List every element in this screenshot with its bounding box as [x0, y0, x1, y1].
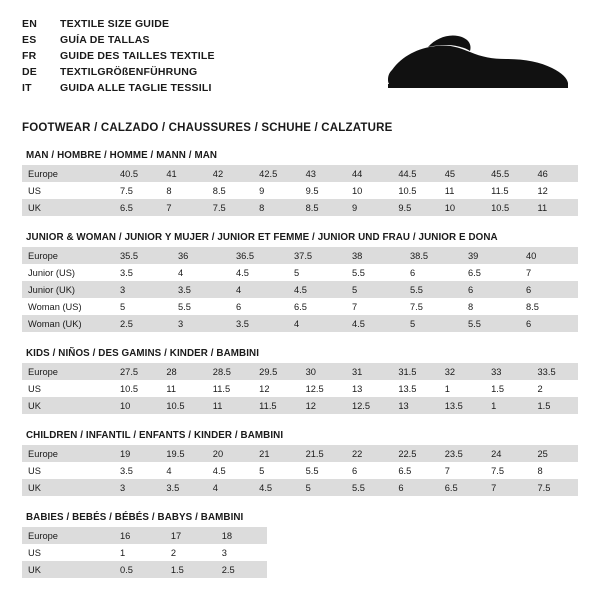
size-cell: 22.5	[392, 445, 438, 462]
table-row	[22, 264, 578, 281]
size-cell: 19.5	[160, 445, 206, 462]
row-label: Europe	[22, 165, 114, 182]
size-cell: 1.5	[165, 561, 216, 578]
size-cell: 8	[166, 185, 172, 196]
size-cell: 27.5	[114, 363, 160, 380]
size-cell: 5	[300, 479, 346, 496]
size-cell: 36	[172, 247, 230, 264]
size-cell: 38.5	[404, 247, 462, 264]
size-cell: 5.5	[178, 301, 191, 312]
size-cell: 44.5	[392, 165, 438, 182]
size-cell: 37.5	[288, 247, 346, 264]
size-cell: 8.5	[300, 199, 346, 216]
size-table-block	[22, 348, 578, 414]
size-cell: 2	[537, 383, 543, 394]
size-cell: 6	[351, 465, 358, 476]
language-code: EN	[22, 18, 37, 30]
size-cell: 2.5	[216, 561, 267, 578]
table-row	[22, 561, 267, 578]
size-table	[22, 247, 578, 332]
language-title: GUIDE DES TAILLES TEXTILE	[60, 50, 215, 62]
row-label: Europe	[22, 363, 114, 380]
language-title: TEXTILE SIZE GUIDE	[60, 18, 170, 30]
size-cell: 6	[236, 301, 242, 312]
size-cell: 11	[444, 185, 455, 196]
row-label: Europe	[22, 445, 114, 462]
size-cell: 17	[165, 527, 216, 544]
size-cell: 8.5	[212, 185, 226, 196]
size-cell: 13.5	[398, 383, 417, 394]
size-cell: 31.5	[392, 363, 438, 380]
row-label: Junior (US)	[28, 267, 76, 278]
size-cell: 28.5	[207, 363, 253, 380]
section-title: FOOTWEAR / CALZADO / CHAUSSURES / SCHUHE / CALZATURE	[22, 122, 393, 134]
size-cell: 35.5	[114, 247, 172, 264]
language-code: ES	[22, 34, 37, 46]
size-cell: 43	[300, 165, 346, 182]
size-table	[22, 445, 578, 496]
language-code: FR	[22, 50, 37, 62]
size-cell: 4.5	[288, 281, 346, 298]
language-title: GUÍA DE TALLAS	[60, 34, 150, 46]
size-cell: 4	[207, 479, 253, 496]
size-cell: 22	[346, 445, 392, 462]
size-cell: 5	[294, 267, 300, 278]
size-table-title: CHILDREN / INFANTIL / ENFANTS / KINDER / BAMBINI	[26, 430, 284, 441]
table-row	[22, 397, 578, 414]
size-cell: 5	[404, 315, 462, 332]
size-cell: 18	[216, 527, 267, 544]
table-row	[22, 298, 578, 315]
size-cell: 6.5	[294, 301, 307, 312]
size-cell: 38	[346, 247, 404, 264]
size-cell: 6	[410, 267, 416, 278]
size-cell: 7.5	[120, 185, 133, 196]
table-row	[22, 527, 267, 544]
size-cell: 6.5	[468, 267, 481, 278]
size-cell: 9.5	[392, 199, 438, 216]
row-label: UK	[22, 397, 114, 414]
size-cell: 12	[537, 185, 548, 196]
size-cell: 4	[288, 315, 346, 332]
size-cell: 41	[160, 165, 206, 182]
table-row	[22, 363, 578, 380]
size-cell: 3.5	[230, 315, 288, 332]
size-cell: 7.5	[491, 465, 505, 476]
row-label: Woman (US)	[28, 301, 82, 312]
table-row	[22, 199, 578, 216]
size-cell: 4	[166, 465, 172, 476]
size-cell: 12.5	[305, 383, 324, 394]
size-cell: 1.5	[491, 383, 505, 394]
size-cell: 3.5	[120, 465, 133, 476]
size-cell: 6.5	[114, 199, 160, 216]
size-table-title: BABIES / BEBÉS / BÉBÉS / BABYS / BAMBINI	[26, 512, 244, 523]
size-cell: 4	[230, 281, 288, 298]
size-cell: 24	[485, 445, 531, 462]
table-row	[22, 544, 267, 561]
size-cell: 13	[392, 397, 438, 414]
size-cell: 6	[462, 281, 520, 298]
size-cell: 8	[468, 301, 474, 312]
size-cell: 5	[120, 301, 126, 312]
table-row	[22, 247, 578, 264]
size-cell: 20	[207, 445, 253, 462]
size-cell: 7	[526, 267, 532, 278]
language-title: GUIDA ALLE TAGLIE TESSILI	[60, 82, 212, 94]
size-cell: 1	[444, 383, 450, 394]
size-cell: 3	[221, 547, 227, 558]
size-table-block	[22, 512, 578, 578]
size-cell: 2	[170, 547, 177, 558]
size-cell: 11.5	[253, 397, 299, 414]
row-label: UK	[22, 479, 114, 496]
size-cell: 39	[462, 247, 520, 264]
size-cell: 32	[439, 363, 485, 380]
size-cell: 13	[351, 383, 363, 394]
table-row	[22, 281, 578, 298]
table-row	[22, 445, 578, 462]
size-cell: 1.5	[532, 397, 578, 414]
row-label: US	[28, 465, 41, 476]
size-table	[22, 527, 267, 578]
row-label: Woman (UK)	[22, 315, 114, 332]
size-cell: 5	[259, 465, 265, 476]
size-cell: 5.5	[305, 465, 319, 476]
size-cell: 42	[207, 165, 253, 182]
size-table-title: JUNIOR & WOMAN / JUNIOR Y MUJER / JUNIOR ET FEMME / JUNIOR UND FRAU / JUNIOR E DONA	[26, 232, 498, 243]
size-cell: 11.5	[491, 185, 509, 196]
size-table-title: KIDS / NIÑOS / DES GAMINS / KINDER / BAMBINI	[26, 348, 260, 359]
size-cell: 11.5	[212, 383, 231, 394]
size-cell: 1	[120, 547, 126, 558]
size-cell: 8	[537, 465, 543, 476]
size-cell: 10.5	[120, 383, 139, 394]
size-cell: 42.5	[253, 165, 299, 182]
size-cell: 31	[346, 363, 392, 380]
size-cell: 2.5	[114, 315, 172, 332]
size-cell: 45.5	[485, 165, 531, 182]
size-cell: 10.5	[485, 199, 531, 216]
size-cell: 7	[352, 301, 358, 312]
language-code: DE	[22, 66, 37, 78]
page-header	[22, 16, 578, 108]
size-table-block	[22, 150, 578, 216]
size-cell: 29.5	[253, 363, 299, 380]
size-cell: 8.5	[526, 301, 539, 312]
table-row	[22, 182, 578, 199]
size-table-block	[22, 430, 578, 496]
size-cell: 3	[114, 479, 160, 496]
size-cell: 36.5	[230, 247, 288, 264]
size-cell: 7.5	[207, 199, 253, 216]
size-cell: 4.5	[212, 465, 226, 476]
size-cell: 3	[172, 315, 230, 332]
size-cell: 10.5	[160, 397, 206, 414]
size-cell: 10.5	[398, 185, 417, 196]
language-code: IT	[22, 82, 32, 94]
size-cell: 9	[346, 199, 392, 216]
size-cell: 0.5	[114, 561, 165, 578]
size-cell: 6.5	[439, 479, 485, 496]
table-row	[22, 165, 578, 182]
row-label: UK	[22, 199, 114, 216]
size-cell: 7	[444, 465, 450, 476]
size-cell: 45	[439, 165, 485, 182]
size-cell: 8	[253, 199, 299, 216]
size-cell: 5	[346, 281, 404, 298]
size-cell: 9.5	[305, 185, 319, 196]
size-cell: 7.5	[532, 479, 578, 496]
size-cell: 19	[114, 445, 160, 462]
size-table	[22, 363, 578, 414]
row-label: Europe	[22, 527, 114, 544]
size-table	[22, 165, 578, 216]
size-table-title: MAN / HOMBRE / HOMME / MANN / MAN	[26, 150, 218, 161]
size-cell: 16	[114, 527, 165, 544]
size-cell: 6	[520, 281, 578, 298]
size-cell: 12	[259, 383, 270, 394]
language-title: TEXTILGRÖßENFÜHRUNG	[60, 66, 198, 78]
size-cell: 6	[520, 315, 578, 332]
size-cell: 3	[114, 281, 172, 298]
size-cell: 12.5	[346, 397, 392, 414]
size-cell: 11	[166, 383, 177, 394]
size-cell: 6	[392, 479, 438, 496]
row-label: US	[28, 383, 41, 394]
size-cell: 6.5	[398, 465, 412, 476]
size-cell: 4.5	[253, 479, 299, 496]
size-cell: 10	[351, 185, 363, 196]
table-row	[22, 315, 578, 332]
size-cell: 33.5	[532, 363, 578, 380]
size-cell: 4	[178, 267, 184, 278]
size-cell: 33	[485, 363, 531, 380]
size-cell: 40	[520, 247, 578, 264]
size-cell: 3.5	[120, 267, 133, 278]
size-cell: 7	[160, 199, 206, 216]
size-cell: 5.5	[462, 315, 520, 332]
size-cell: 9	[259, 185, 265, 196]
size-cell: 13.5	[439, 397, 485, 414]
size-cell: 7.5	[410, 301, 423, 312]
size-cell: 11	[532, 199, 578, 216]
size-cell: 10	[114, 397, 160, 414]
size-cell: 5.5	[346, 479, 392, 496]
size-cell: 10	[439, 199, 485, 216]
row-label: US	[28, 185, 41, 196]
size-cell: 21	[253, 445, 299, 462]
size-cell: 21.5	[300, 445, 346, 462]
row-label: US	[28, 547, 41, 558]
size-cell: 30	[300, 363, 346, 380]
size-cell: 5.5	[404, 281, 462, 298]
size-cell: 5.5	[352, 267, 365, 278]
table-row	[22, 479, 578, 496]
size-cell: 7	[485, 479, 531, 496]
size-cell: 25	[532, 445, 578, 462]
size-cell: 28	[160, 363, 206, 380]
row-label: Europe	[22, 247, 114, 264]
row-label: UK	[22, 561, 114, 578]
size-cell: 4.5	[236, 267, 249, 278]
size-tables-container	[22, 150, 578, 578]
size-cell: 3.5	[160, 479, 206, 496]
size-cell: 12	[300, 397, 346, 414]
size-cell: 44	[346, 165, 392, 182]
table-row	[22, 462, 578, 479]
row-label: Junior (UK)	[22, 281, 114, 298]
size-cell: 40.5	[114, 165, 160, 182]
size-cell: 11	[207, 397, 253, 414]
size-table-block	[22, 232, 578, 332]
size-cell: 23.5	[439, 445, 485, 462]
size-cell: 46	[532, 165, 578, 182]
table-row	[22, 380, 578, 397]
dress-shoe-icon	[384, 26, 574, 96]
size-cell: 1	[485, 397, 531, 414]
size-cell: 3.5	[172, 281, 230, 298]
size-cell: 4.5	[346, 315, 404, 332]
